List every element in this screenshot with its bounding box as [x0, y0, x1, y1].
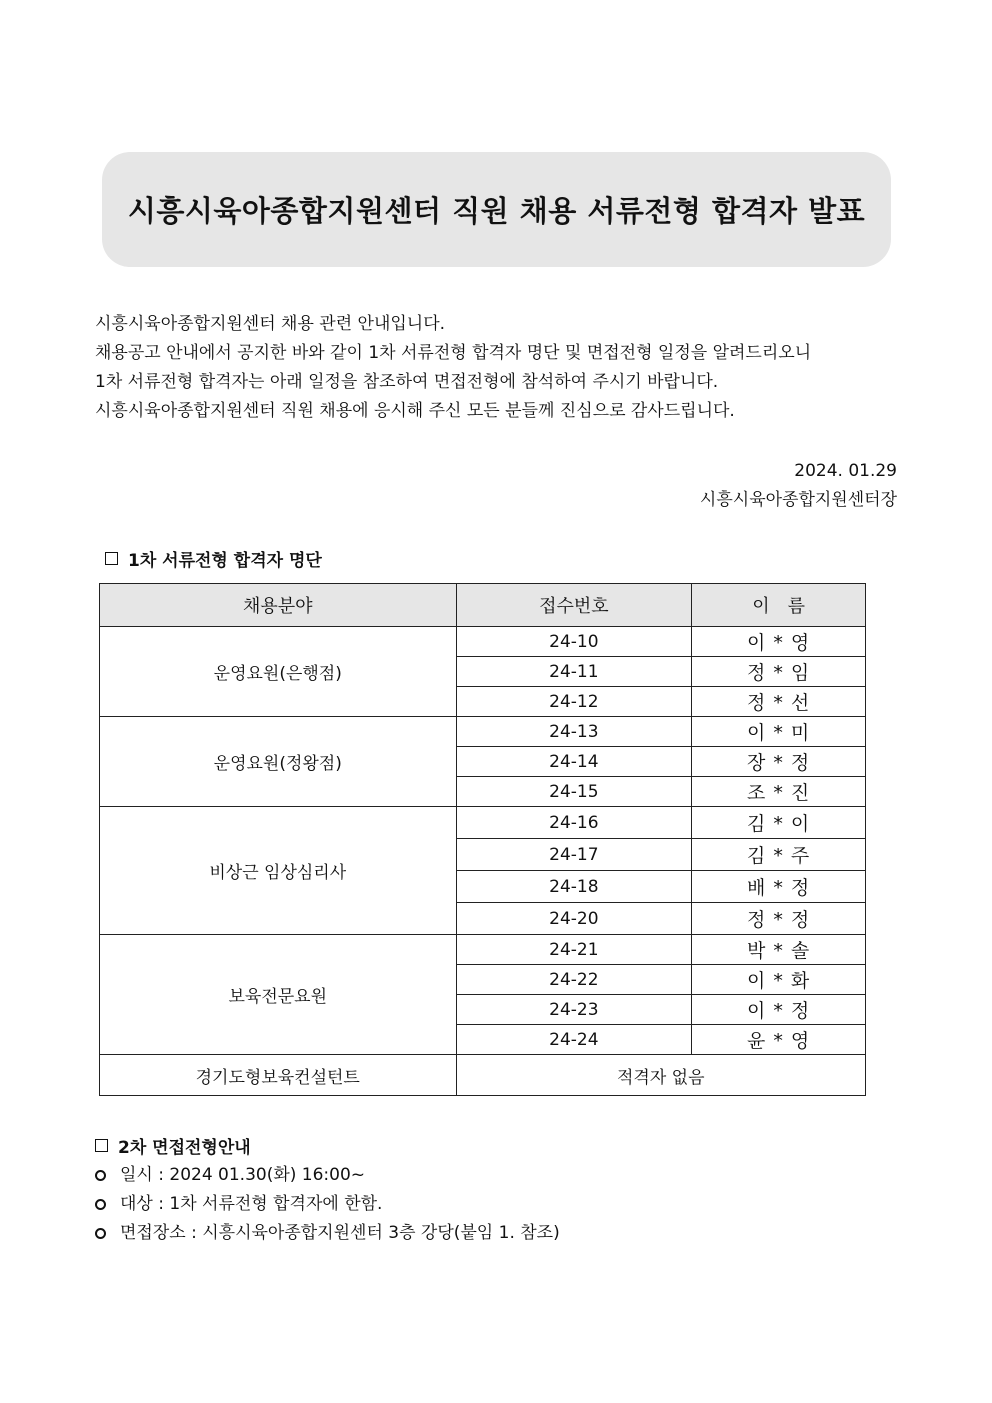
field-cell: 비상근 임상심리사	[100, 807, 457, 935]
number-cell: 24-23	[456, 995, 692, 1025]
name-cell: 이 * 영	[692, 627, 866, 657]
name-cell: 이 * 화	[692, 965, 866, 995]
title-box	[102, 152, 891, 267]
interview-datetime: 일시 : 2024 01.30(화) 16:00~	[120, 1165, 366, 1185]
name-cell: 윤 * 영	[692, 1025, 866, 1055]
intro-line: 채용공고 안내에서 공지한 바와 같이 1차 서류전형 합격자 명단 및 면접전형 일정을 알려드리오니	[95, 343, 812, 363]
table-row	[100, 627, 866, 657]
section-heading-text: 1차 서류전형 합격자 명단	[128, 551, 322, 571]
circle-bullet-icon	[95, 1170, 106, 1181]
circle-bullet-icon	[95, 1228, 106, 1239]
name-cell: 배 * 정	[692, 871, 866, 903]
field-cell: 보육전문요원	[100, 935, 457, 1055]
number-cell: 24-21	[456, 935, 692, 965]
number-cell: 24-20	[456, 903, 692, 935]
number-cell: 24-10	[456, 627, 692, 657]
circle-bullet-icon	[95, 1199, 106, 1210]
header-number: 접수번호	[456, 584, 692, 627]
name-cell: 이 * 미	[692, 717, 866, 747]
issuer-name: 시흥시육아종합지원센터장	[699, 490, 897, 510]
table-row	[100, 717, 866, 747]
intro-line: 시흥시육아종합지원센터 채용 관련 안내입니다.	[95, 314, 446, 334]
interview-target: 대상 : 1차 서류전형 합격자에 한함.	[120, 1194, 383, 1214]
number-cell: 24-18	[456, 871, 692, 903]
number-cell: 24-11	[456, 657, 692, 687]
name-cell: 장 * 정	[692, 747, 866, 777]
signature-block	[700, 457, 897, 515]
field-cell: 경기도형보육컨설턴트	[100, 1055, 457, 1096]
number-cell: 24-16	[456, 807, 692, 839]
number-cell: 24-15	[456, 777, 692, 807]
passer-table	[99, 583, 866, 1096]
number-cell: 24-17	[456, 839, 692, 871]
name-cell: 정 * 정	[692, 903, 866, 935]
number-cell: 24-14	[456, 747, 692, 777]
number-cell: 24-22	[456, 965, 692, 995]
no-candidate-cell: 적격자 없음	[456, 1055, 866, 1096]
interview-location: 면접장소 : 시흥시육아종합지원센터 3층 강당(붙임 1. 참조)	[120, 1223, 560, 1243]
table-row	[100, 935, 866, 965]
name-cell: 김 * 이	[692, 807, 866, 839]
table-row	[100, 807, 866, 839]
number-cell: 24-13	[456, 717, 692, 747]
header-name: 이 름	[692, 584, 866, 627]
name-cell: 김 * 주	[692, 839, 866, 871]
interview-info-list	[95, 1161, 560, 1248]
page-title: 시흥시육아종합지원센터 직원 채용 서류전형 합격자 발표	[127, 194, 866, 228]
square-bullet-icon	[95, 1139, 108, 1152]
list-item	[95, 1190, 560, 1219]
name-cell: 이 * 정	[692, 995, 866, 1025]
header-field: 채용분야	[100, 584, 457, 627]
name-cell: 조 * 진	[692, 777, 866, 807]
table-header-row	[100, 584, 866, 627]
list-item	[95, 1161, 560, 1190]
name-cell: 정 * 선	[692, 687, 866, 717]
field-cell: 운영요원(정왕점)	[100, 717, 457, 807]
square-bullet-icon	[105, 552, 118, 565]
table-row	[100, 1055, 866, 1096]
intro-line: 1차 서류전형 합격자는 아래 일정을 참조하여 면접전형에 참석하여 주시기 바랍니다.	[95, 372, 719, 392]
section-heading-interview	[95, 1133, 251, 1158]
intro-paragraph	[95, 310, 905, 426]
intro-line: 시흥시육아종합지원센터 직원 채용에 응시해 주신 모든 분들께 진심으로 감사드립니다.	[95, 401, 735, 421]
list-item	[95, 1219, 560, 1248]
name-cell: 박 * 솔	[692, 935, 866, 965]
number-cell: 24-12	[456, 687, 692, 717]
section-heading-roster	[105, 546, 322, 571]
field-cell: 운영요원(은행점)	[100, 627, 457, 717]
section-heading-text: 2차 면접전형안내	[118, 1138, 251, 1158]
number-cell: 24-24	[456, 1025, 692, 1055]
announcement-date: 2024. 01.29	[794, 461, 897, 481]
name-cell: 정 * 임	[692, 657, 866, 687]
